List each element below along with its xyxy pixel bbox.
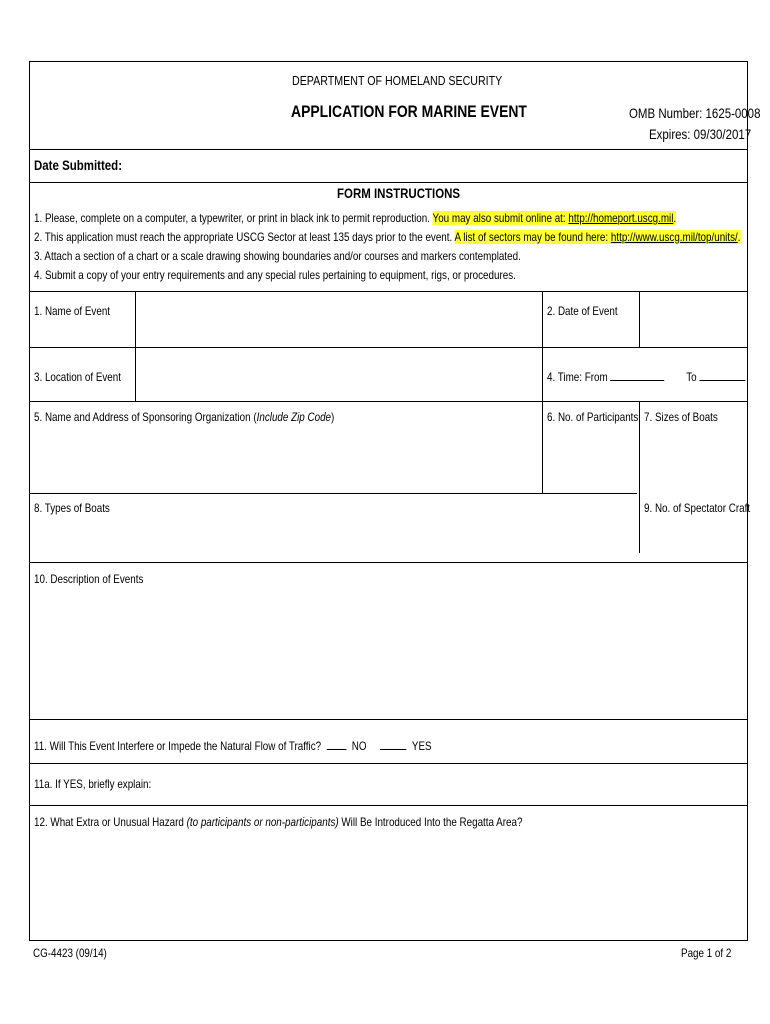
department-name: DEPARTMENT OF HOMELAND SECURITY [292,73,503,88]
divider [30,149,747,150]
instruction-line-4: 4. Submit a copy of your entry requirements and any special rules pertaining to equipment, rigs, or procedures. [34,268,516,282]
traffic-explain-input[interactable] [190,767,740,803]
types-of-boats-input[interactable] [34,518,634,552]
homeport-link[interactable]: http://homeport.uscg.mil [568,211,674,225]
instruction-line-3: 3. Attach a section of a chart or a scale drawing showing boundaries and/or courses and markers contemplated. [34,249,521,263]
time-from-label: 4. Time: From [547,370,608,384]
sponsor-label: 5. Name and Address of Sponsoring Organization (Include Zip Code) [34,410,335,424]
expiration-date: Expires: 09/30/2017 [649,126,752,142]
instruction-line-2 [34,230,741,244]
traffic-no-input[interactable] [327,739,347,750]
date-of-event-input[interactable] [640,292,748,347]
instruction-text: 1. Please, complete on a computer, a typewriter, or print in black ink to permit reproduction. [34,211,430,225]
time-to-label: To [686,370,697,384]
location-of-event-label: 3. Location of Event [34,370,121,384]
traffic-yes-label: YES [411,739,432,753]
date-of-event-label: 2. Date of Event [547,304,618,318]
instructions-heading: FORM INSTRUCTIONS [337,185,461,201]
traffic-question-label: 11. Will This Event Interfere or Impede the Natural Flow of Traffic? [34,739,322,753]
divider [30,182,747,183]
traffic-no-label: NO [351,739,367,753]
time-to-input[interactable] [699,370,745,381]
sectors-link[interactable]: http://www.uscg.mil/top/units/ [610,230,738,244]
instruction-highlight: You may also submit online at: http://homeport.uscg.mil. [432,211,677,225]
omb-number: OMB Number: 1625-0008 [629,105,761,121]
time-field [547,370,745,384]
types-of-boats-label: 8. Types of Boats [34,501,110,515]
page-number: Page 1 of 2 [681,946,732,960]
num-participants-label: 6. No. of Participants [547,410,639,424]
date-submitted-label: Date Submitted: [34,157,123,173]
sizes-of-boats-label: 7. Sizes of Boats [644,410,718,424]
location-of-event-input[interactable] [136,348,542,401]
sizes-of-boats-input[interactable] [640,427,748,491]
form-title: APPLICATION FOR MARINE EVENT [291,102,527,121]
traffic-yes-input[interactable] [380,739,406,750]
name-of-event-input[interactable] [136,292,542,347]
sponsor-input[interactable] [34,427,539,491]
hazard-input[interactable] [34,834,744,934]
num-spectator-craft-input[interactable] [640,518,748,552]
instruction-text: 2. This application must reach the appropriate USCG Sector at least 135 days prior to the event. [34,230,453,244]
marine-event-form [29,61,761,941]
description-label: 10. Description of Events [34,572,144,586]
traffic-explain-label: 11a. If YES, briefly explain: [34,777,152,791]
description-input[interactable] [34,589,744,717]
form-number: CG-4423 (09/14) [33,946,107,960]
num-spectator-craft-label: 9. No. of Spectator Craft [644,501,751,515]
instruction-line-1 [34,211,676,225]
time-from-input[interactable] [610,370,664,381]
instruction-highlight: A list of sectors may be found here: http://www.uscg.mil/top/units/. [454,230,741,244]
date-submitted-field[interactable] [140,154,740,178]
traffic-question [34,739,432,753]
name-of-event-label: 1. Name of Event [34,304,111,318]
hazard-question-label: 12. What Extra or Unusual Hazard (to participants or non-participants) Will Be Introduced Into the Regatta Area? [34,815,523,829]
num-participants-input[interactable] [543,427,638,491]
